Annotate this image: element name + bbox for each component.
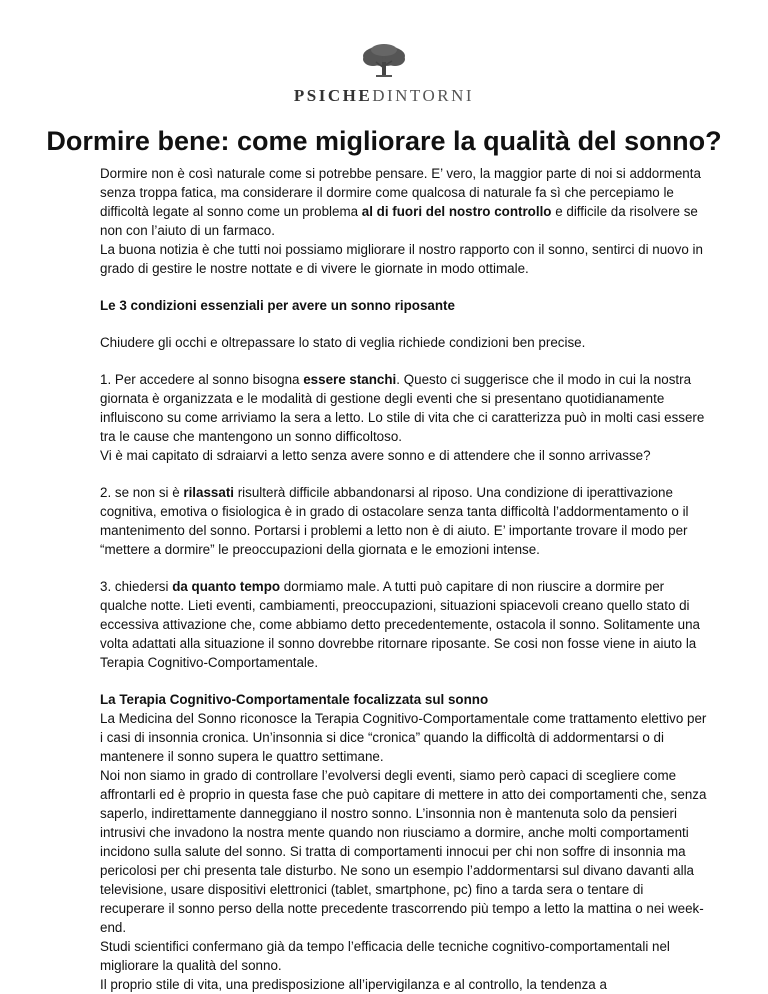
intro-text: Dormire non è così naturale come si potrebbe pensare. E’ vero, la maggior parte di noi si addormenta senza troppa fatica, ma considerare il dormire come qualcosa di naturale fa sì che percepiamo le difficoltà legate al sonno come un problema: [100, 166, 701, 219]
tree-icon: [361, 44, 407, 80]
condition-1: [100, 370, 710, 446]
brand-name: [0, 86, 768, 106]
condition-1-text: 1. Per accedere al sonno bisogna: [100, 372, 304, 387]
condition-3: [100, 577, 710, 672]
brand-name-part2: DINTORNI: [372, 86, 475, 105]
section1-lead: Chiudere gli occhi e oltrepassare lo stato di veglia richiede condizioni ben precise.: [100, 335, 586, 350]
condition-3-text-end: dormiamo male. A tutti può capitare di non riuscire a dormire per qualche notte. Lieti eventi, cambiamenti, preoccupazioni, situazioni spiacevoli creano quello stato di eccessiva attivazione che, come abbiamo detto precedentemente, ostacola il sonno. Solitamente una volta adattati alla situazione il sonno dovrebbe ritornare riposante. Se cosi non fosse viene in aiuto la Terapia Cognitivo-Comportamentale.: [100, 579, 700, 670]
condition-2-emphasis: rilassati: [183, 485, 234, 500]
condition-1-text-end: . Questo ci suggerisce che il modo in cui la nostra giornata è organizzata e le modalità di gestione degli eventi che si presentano quotidianamente influiscono su come arriviamo la sera a letto. Lo stile di vita che ci caratterizza può in molti casi essere tra le cause che mantengono un sonno difficoltoso.: [100, 372, 705, 444]
section2-paragraph-4: Il proprio stile di vita, una predisposizione all’ipervigilanza e al controllo, la tendenza a: [100, 977, 607, 992]
intro-text-end: e difficile da risolvere se non con l’aiuto di un farmaco.: [100, 204, 698, 238]
condition-3-emphasis: da quanto tempo: [172, 579, 281, 594]
section2-paragraph-3: Studi scientifici confermano già da tempo l’efficacia delle tecniche cognitivo-comportamentali nel migliorare la qualità del sonno.: [100, 939, 670, 973]
section2-paragraph-2: Noi non siamo in grado di controllare l’evolversi degli eventi, siamo però capaci di scegliere come affrontarli ed è proprio in questa fase che può capitare di mettere in atto dei comportamenti che, senza saperlo, indirettamente danneggiano il nostro sonno. L’insonnia non è mantenuta solo da pensieri intrusivi che invadono la nostra mente quando non riusciamo a dormire, anche molti comportamenti incidono sulla salute del sonno. Si tratta di comportamenti innocui per chi non soffre di insonnia ma pericolosi per chi presenta tale disturbo. Ne sono un esempio l’addormentarsi sul divano davanti alla televisione, usare dispositivi elettronici (tablet, smartphone, pc) fino a tarda sera o tentare di recuperare il sonno perso della notte precedente trascorrendo più tempo a letto la mattina o nei week-end.: [100, 768, 707, 935]
section2-heading: La Terapia Cognitivo-Comportamentale focalizzata sul sonno: [100, 692, 489, 707]
article-body: [100, 164, 710, 994]
condition-3-text: 3. chiedersi: [100, 579, 173, 594]
condition-2-text-end: risulterà difficile abbandonarsi al riposo. Una condizione di iperattivazione cognitiva, emotiva o fisiologica è in grado di ostacolare senza tanta difficoltà l’addormentamento o il mantenimento del sonno. Portarsi i problemi a letto non è di aiuto. E’ importante trovare il modo per “mettere a dormire” le preoccupazioni della giornata e le emozioni intense.: [100, 485, 689, 557]
condition-2-text: 2. se non si è: [100, 485, 184, 500]
brand-name-part1: PSICHE: [293, 86, 373, 105]
section1-heading: Le 3 condizioni essenziali per avere un sonno riposante: [100, 298, 455, 313]
page-title: Dormire bene: come migliorare la qualità del sonno?: [46, 126, 722, 156]
condition-1-question: Vi è mai capitato di sdraiarvi a letto senza avere sonno e di attendere che il sonno arrivasse?: [100, 448, 651, 463]
intro-paragraph-2: La buona notizia è che tutti noi possiamo migliorare il nostro rapporto con il sonno, sentirci di nuovo in grado di gestire le nostre nottate e di vivere le giornate in modo ottimale.: [100, 242, 703, 276]
intro-paragraph-1: [100, 164, 710, 240]
condition-2: [100, 483, 710, 559]
condition-1-emphasis: essere stanchi: [303, 372, 397, 387]
brand-logo: [0, 44, 768, 106]
section2-paragraph-1: La Medicina del Sonno riconosce la Terapia Cognitivo-Comportamentale come trattamento elettivo per i casi di insonnia cronica. Un’insonnia si dice “cronica” quando la difficoltà di addormentarsi o di mantenere il sonno supera le quattro settimane.: [100, 711, 707, 764]
intro-emphasis: al di fuori del nostro controllo: [361, 204, 552, 219]
